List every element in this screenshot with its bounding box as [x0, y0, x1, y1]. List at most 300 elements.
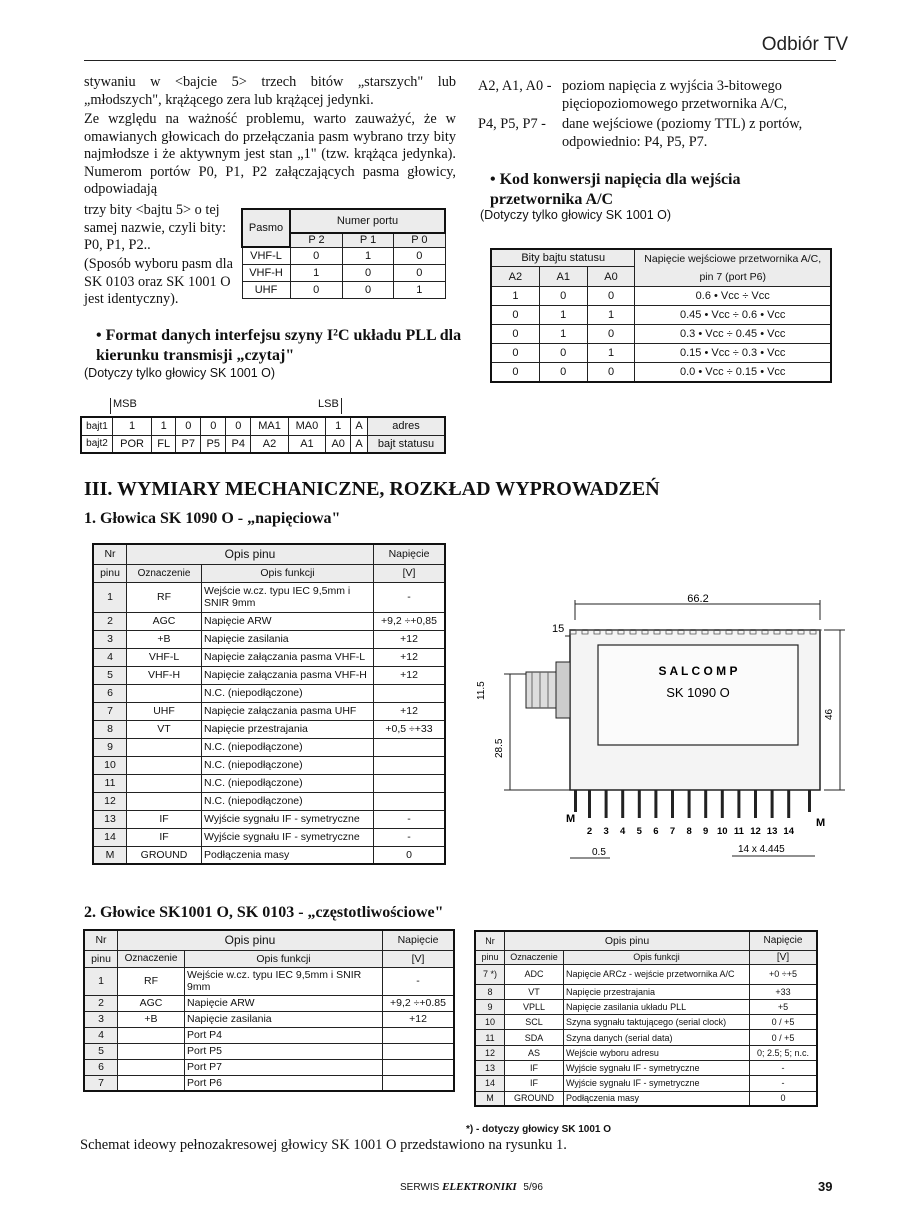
pin-number-label: 8	[686, 826, 692, 837]
pin-number: 5	[93, 666, 127, 684]
sk1001-left-table	[83, 929, 455, 1092]
band-cell: 0	[394, 264, 445, 281]
table-row	[475, 1091, 817, 1106]
i2c-table	[80, 416, 446, 454]
pin-symbol: ADC	[505, 964, 564, 984]
page-number: 39	[818, 1179, 833, 1194]
table-row	[475, 1060, 817, 1075]
i2c-cell: FL	[152, 435, 176, 453]
band-cell: VHF-H	[242, 264, 290, 281]
pin-function: Podłączenia masy	[202, 846, 374, 864]
pin-symbol: VHF-H	[127, 666, 202, 684]
pin-number: 7	[93, 702, 127, 720]
pin-function: Szyna danych (serial data)	[564, 1030, 750, 1045]
adc-note: (Dotyczy tylko głowicy SK 1001 O)	[480, 208, 672, 222]
pin-function: N.C. (niepodłączone)	[202, 774, 374, 792]
pin-symbol: SDA	[505, 1030, 564, 1045]
adc-header-voltage: Napięcie wejściowe przetwornika A/C, pin 7 (port P6)	[635, 249, 831, 287]
definition-a-term: A2, A1, A0 -	[478, 78, 552, 94]
pin-function: Wyjście sygnału IF - symetryczne	[202, 810, 374, 828]
section-header: Odbiór TV	[761, 34, 848, 55]
tuner-pin	[754, 790, 757, 818]
pin-voltage: -	[750, 1060, 818, 1075]
pin-symbol	[127, 774, 202, 792]
i2c-cell: 1	[113, 417, 152, 435]
pin-number: 11	[475, 1030, 505, 1045]
pin-voltage: -	[374, 582, 446, 612]
i2c-cell: 0	[176, 417, 201, 435]
table-row	[84, 995, 454, 1011]
pin-function: Port P4	[185, 1027, 383, 1043]
i2c-cell: A2	[251, 435, 288, 453]
tuner-pin	[787, 790, 790, 818]
pin-symbol	[118, 1059, 185, 1075]
table-row	[93, 846, 445, 864]
pin-function: Napięcie zasilania	[185, 1011, 383, 1027]
table-footnote: *) - dotyczy głowicy SK 1001 O	[466, 1124, 612, 1135]
pin-number: 8	[93, 720, 127, 738]
hdr-oznaczenie: Oznaczenie	[127, 564, 202, 582]
pin-function: Wyjście sygnału IF - symetryczne	[564, 1076, 750, 1091]
pin-number-label: 13	[766, 826, 778, 837]
pin-function: Wejście w.cz. typu IEC 9,5mm i SNIR 9mm	[185, 967, 383, 995]
pin-voltage: -	[750, 1076, 818, 1091]
pin-voltage: 0 / +5	[750, 1030, 818, 1045]
band-cell: 0	[342, 264, 393, 281]
hdr-opis-funkcji: Opis funkcji	[185, 950, 383, 967]
pin-voltage	[383, 1059, 455, 1075]
hdr-nr: Nr	[84, 930, 118, 950]
pin-symbol: IF	[505, 1060, 564, 1075]
table-row	[93, 738, 445, 756]
hdr-pinu: pinu	[475, 950, 505, 964]
pin-symbol	[118, 1043, 185, 1059]
table-row	[93, 648, 445, 666]
pin-number-labels	[587, 826, 795, 837]
dim-46-label: 46	[824, 708, 835, 720]
hdr-opis-pinu: Opis pinu	[118, 930, 383, 950]
table-row	[93, 720, 445, 738]
table-row	[84, 1059, 454, 1075]
adc-cell: 0	[491, 306, 539, 325]
table-row	[84, 1011, 454, 1027]
footer-mag-name: ELEKTRONIKI	[442, 1181, 517, 1193]
hdr-nr: Nr	[93, 544, 127, 564]
band-cell: 0	[290, 281, 342, 298]
dim-width-label: 66.2	[687, 593, 709, 605]
pin-function: Napięcie przestrajania	[202, 720, 374, 738]
subsection-1-title: 1. Głowica SK 1090 O - „napięciowa"	[84, 510, 341, 527]
table-row	[93, 774, 445, 792]
rf-connector	[526, 672, 556, 708]
pin-function: Napięcie zasilania	[202, 630, 374, 648]
pin-number: 12	[475, 1045, 505, 1060]
table-row	[93, 792, 445, 810]
i2c-cell: 0	[201, 417, 226, 435]
hdr-pinu: pinu	[84, 950, 118, 967]
table-row	[84, 1043, 454, 1059]
pin-number: 9	[93, 738, 127, 756]
i2c-desc: adres	[368, 417, 446, 435]
pin-number-label: 4	[620, 826, 626, 837]
adc-voltage: 0.6 • Vcc ÷ Vcc	[635, 287, 831, 306]
pin-function: N.C. (niepodłączone)	[202, 756, 374, 774]
pin-symbol	[127, 738, 202, 756]
definition-p-term: P4, P5, P7 -	[478, 116, 546, 132]
hdr-oznaczenie: Oznaczenie	[505, 950, 564, 964]
band-header-numer-portu: Numer portu	[290, 209, 445, 233]
adc-cell: 0	[491, 344, 539, 363]
pin-function: Port P7	[185, 1059, 383, 1075]
tuner-pin	[704, 790, 707, 818]
i2c-lsb-label: LSB	[318, 398, 342, 414]
adc-cell: 0	[539, 287, 587, 306]
hdr-opis-pinu: Opis pinu	[505, 931, 750, 950]
i2c-cell: A	[351, 417, 368, 435]
pin-number-label: 10	[717, 826, 728, 837]
table-row	[93, 756, 445, 774]
pin-number: 2	[93, 612, 127, 630]
table-row	[475, 1015, 817, 1030]
table-row	[93, 666, 445, 684]
pin-number: 7	[84, 1075, 118, 1091]
footer-mag-prefix: SERWIS	[400, 1182, 440, 1193]
pin-function: Napięcie ARW	[202, 612, 374, 630]
pin-voltage: +5	[750, 999, 818, 1014]
i2c-cell: P5	[201, 435, 226, 453]
pin-symbol	[118, 1075, 185, 1091]
pin-number: 13	[475, 1060, 505, 1075]
tuner-pin	[654, 790, 657, 818]
intro-paragraph-3: trzy bity <bajtu 5> o tej samej nazwie, czyli bity: P0, P1, P2..	[84, 202, 227, 254]
adc-voltage: 0.45 • Vcc ÷ 0.6 • Vcc	[635, 306, 831, 325]
pin-voltage: +9,2 ÷+0.85	[383, 995, 455, 1011]
pin-number: 6	[93, 684, 127, 702]
pin-function: Port P5	[185, 1043, 383, 1059]
pin-symbol	[118, 1027, 185, 1043]
pin-number: 10	[93, 756, 127, 774]
pin-number: 1	[84, 967, 118, 995]
pin-voltage	[383, 1027, 455, 1043]
pin-symbol: IF	[127, 828, 202, 846]
dim-28-5-label: 28.5	[494, 738, 505, 758]
pin-function: N.C. (niepodłączone)	[202, 792, 374, 810]
pin-function: Wyjście sygnału IF - symetryczne	[202, 828, 374, 846]
adc-cell: 0	[587, 325, 635, 344]
adc-voltage: 0.3 • Vcc ÷ 0.45 • Vcc	[635, 325, 831, 344]
pin-function: N.C. (niepodłączone)	[202, 684, 374, 702]
pin-symbol: SCL	[505, 1015, 564, 1030]
pin-voltage	[374, 684, 446, 702]
pin-function: Podłączenia masy	[564, 1091, 750, 1106]
pin-number: 7 *)	[475, 964, 505, 984]
hdr-napiecie: Napięcie	[750, 931, 818, 950]
pin-symbol: RF	[118, 967, 185, 995]
sk1090-pin-table	[92, 543, 446, 865]
i2c-desc: bajt statusu	[368, 435, 446, 453]
pin-number: M	[475, 1091, 505, 1106]
table-row	[475, 964, 817, 984]
hdr-opis-funkcji: Opis funkcji	[564, 950, 750, 964]
adc-table	[490, 248, 832, 383]
footer-issue: 5/96	[523, 1182, 543, 1193]
pin-symbol: VT	[127, 720, 202, 738]
adc-cell: 0	[491, 325, 539, 344]
i2c-cell: MA0	[288, 417, 325, 435]
pin-symbol: VPLL	[505, 999, 564, 1014]
adc-header-bits: Bity bajtu statusu	[491, 249, 635, 267]
band-cell: VHF-L	[242, 247, 290, 264]
i2c-msb-label: MSB	[110, 398, 137, 414]
pin-function: Napięcie ARW	[185, 995, 383, 1011]
pin-voltage: +12	[374, 648, 446, 666]
i2c-cell: 0	[226, 417, 251, 435]
pin-voltage: 0; 2.5; 5; n.c.	[750, 1045, 818, 1060]
pin-number: 13	[93, 810, 127, 828]
pin-number: 1	[93, 582, 127, 612]
pin-function: Wyjście sygnału IF - symetryczne	[564, 1060, 750, 1075]
table-row	[475, 999, 817, 1014]
adc-bit-a0: A0	[587, 267, 635, 287]
adc-bit-a1: A1	[539, 267, 587, 287]
table-row	[93, 684, 445, 702]
band-cell: UHF	[242, 281, 290, 298]
pin-function: Napięcie załączania pasma UHF	[202, 702, 374, 720]
pin-function: Szyna sygnału taktującego (serial clock)	[564, 1015, 750, 1030]
adc-cell: 0	[587, 363, 635, 382]
pin-voltage	[383, 1043, 455, 1059]
pin-voltage	[374, 756, 446, 774]
band-port-p0: P 0	[394, 233, 445, 247]
pin-number: 3	[84, 1011, 118, 1027]
table-row	[475, 984, 817, 999]
pin-symbol: AGC	[118, 995, 185, 1011]
pin-voltage: +12	[374, 666, 446, 684]
pin-symbol: +B	[118, 1011, 185, 1027]
i2c-cell: P7	[176, 435, 201, 453]
pin-number: 4	[84, 1027, 118, 1043]
table-row	[84, 1027, 454, 1043]
hdr-napiecie: Napięcie	[383, 930, 455, 950]
pin-symbol: IF	[127, 810, 202, 828]
section-3-title: III. WYMIARY MECHANICZNE, ROZKŁAD WYPROWADZEŃ	[84, 478, 660, 500]
tuner-pin	[688, 790, 691, 818]
i2c-row-label: bajt1	[81, 417, 113, 435]
adc-cell: 0	[587, 287, 635, 306]
pin-symbol	[127, 756, 202, 774]
pin-function: Napięcie ARCz - wejście przetwornika A/C	[564, 964, 750, 984]
adc-cell: 1	[539, 306, 587, 325]
pin-function: Port P6	[185, 1075, 383, 1091]
table-row	[93, 630, 445, 648]
pin-number: 10	[475, 1015, 505, 1030]
i2c-cell: POR	[113, 435, 152, 453]
pin-number-label: 5	[636, 826, 642, 837]
adc-cell: 1	[491, 287, 539, 306]
pin-function: Wejście wyboru adresu	[564, 1045, 750, 1060]
subsection-2-title: 2. Głowice SK1001 O, SK 0103 - „częstotliwościowe"	[84, 904, 444, 921]
i2c-note: (Dotyczy tylko głowicy SK 1001 O)	[84, 366, 276, 380]
pin-number: 3	[93, 630, 127, 648]
pin-symbol	[127, 684, 202, 702]
tuner-pin	[671, 790, 674, 818]
pin-voltage: 0	[374, 846, 446, 864]
pin-voltage: +33	[750, 984, 818, 999]
adc-cell: 0	[539, 363, 587, 382]
pin-voltage: -	[374, 828, 446, 846]
adc-bit-a2: A2	[491, 267, 539, 287]
pin-function: Napięcie załączania pasma VHF-H	[202, 666, 374, 684]
pin-symbol: UHF	[127, 702, 202, 720]
dim-15-label: 15	[552, 623, 565, 635]
hdr-nr: Nr	[475, 931, 505, 950]
pin-voltage	[383, 1075, 455, 1091]
i2c-row-label: bajt2	[81, 435, 113, 453]
footer-magazine	[400, 1181, 543, 1193]
i2c-cell: 1	[152, 417, 176, 435]
pin-number-label: 12	[750, 826, 761, 837]
ground-pin	[808, 790, 811, 812]
header-rule	[84, 60, 836, 61]
dim-11-5-label: 11.5	[476, 681, 487, 700]
pin-symbol	[127, 792, 202, 810]
pin-symbol: IF	[505, 1076, 564, 1091]
pin-m-left: M	[566, 813, 576, 825]
pin-voltage: +12	[374, 702, 446, 720]
pin-number: 6	[84, 1059, 118, 1075]
definition-a-text: poziom napięcia z wyjścia 3-bitowego pięciopoziomowego przetwornika A/C,	[562, 78, 788, 112]
band-cell: 0	[342, 281, 393, 298]
pin-function: Napięcie zasilania układu PLL	[564, 999, 750, 1014]
table-row	[93, 582, 445, 612]
band-cell: 1	[290, 264, 342, 281]
intro-paragraph-1: stywaniu w <bajcie 5> trzech bitów „starszych" lub „młodszych", krążącego zera lub krążącej jedynki.	[84, 74, 456, 108]
model-label: SK 1090 O	[666, 685, 730, 700]
pin-symbol: GROUND	[127, 846, 202, 864]
i2c-cell: A	[351, 435, 368, 453]
i2c-heading: • Format danych interfejsu szyny I²C układu PLL dla kierunku transmisji „czytaj"	[96, 327, 462, 364]
pin-number-label: 3	[603, 826, 609, 837]
pin-voltage: -	[383, 967, 455, 995]
pin-voltage: +9,2 ÷+0,85	[374, 612, 446, 630]
table-row	[475, 1030, 817, 1045]
hdr-opis-funkcji: Opis funkcji	[202, 564, 374, 582]
adc-cell: 1	[587, 306, 635, 325]
pin-symbol: +B	[127, 630, 202, 648]
tuner-pins	[574, 790, 811, 818]
tuner-pin	[605, 790, 608, 818]
i2c-cell: A0	[326, 435, 351, 453]
pin-voltage: +0 ÷+5	[750, 964, 818, 984]
ground-pin	[574, 790, 577, 812]
band-cell: 0	[394, 247, 445, 264]
adc-cell: 0	[491, 363, 539, 382]
adc-voltage: 0.15 • Vcc ÷ 0.3 • Vcc	[635, 344, 831, 363]
tuner-pin	[638, 790, 641, 818]
pin-number: 5	[84, 1043, 118, 1059]
dim-0-5-label: 0.5	[592, 847, 606, 858]
table-row	[84, 967, 454, 995]
tuner-pin	[737, 790, 740, 818]
table-row	[93, 810, 445, 828]
pin-number: 14	[93, 828, 127, 846]
tuner-pin	[621, 790, 624, 818]
pin-voltage: 0	[750, 1091, 818, 1106]
band-cell: 1	[342, 247, 393, 264]
pin-voltage: 0 / +5	[750, 1015, 818, 1030]
adc-cell: 1	[587, 344, 635, 363]
pin-number: 9	[475, 999, 505, 1014]
pin-number: 2	[84, 995, 118, 1011]
pin-symbol: AGC	[127, 612, 202, 630]
i2c-cell: 1	[326, 417, 351, 435]
sk1090-mechanical-drawing	[470, 590, 850, 865]
pin-symbol: RF	[127, 582, 202, 612]
table-row	[93, 828, 445, 846]
table-row	[84, 1075, 454, 1091]
definition-p-text: dane wejściowe (poziomy TTL) z portów, odpowiednio: P4, P5, P7.	[562, 116, 803, 150]
pin-number: 14	[475, 1076, 505, 1091]
adc-heading: • Kod konwersji napięcia dla wejścia przetwornika A/C	[490, 171, 741, 208]
pin-number: 4	[93, 648, 127, 666]
brand-label: S A L C O M P	[658, 664, 738, 678]
pin-voltage: +12	[374, 630, 446, 648]
adc-cell: 1	[539, 325, 587, 344]
hdr-opis-pinu: Opis pinu	[127, 544, 374, 564]
pin-number: 8	[475, 984, 505, 999]
band-header-pasmo: Pasmo	[242, 209, 290, 247]
adc-cell: 0	[539, 344, 587, 363]
hdr-unit: [V]	[383, 950, 455, 967]
tuner-pin	[771, 790, 774, 818]
pin-m-right: M	[816, 817, 826, 829]
closing-paragraph: Schemat ideowy pełnozakresowej głowicy SK 1001 O przedstawiono na rysunku 1.	[80, 1137, 567, 1153]
pin-symbol: GROUND	[505, 1091, 564, 1106]
pin-number-label: 7	[669, 826, 676, 837]
pin-voltage	[374, 774, 446, 792]
pin-number: 12	[93, 792, 127, 810]
pin-symbol: VT	[505, 984, 564, 999]
pin-symbol: AS	[505, 1045, 564, 1060]
table-row	[475, 1045, 817, 1060]
hdr-unit: [V]	[750, 950, 818, 964]
table-row	[475, 1076, 817, 1091]
intro-paragraph-4: (Sposób wyboru pasm dla SK 0103 oraz SK 1001 O jest identyczny).	[84, 256, 233, 308]
pin-number-label: 14	[783, 826, 794, 837]
pin-voltage: -	[374, 810, 446, 828]
band-cell: 0	[290, 247, 342, 264]
adc-voltage: 0.0 • Vcc ÷ 0.15 • Vcc	[635, 363, 831, 382]
table-row	[93, 702, 445, 720]
dim-pitch-label: 14 x 4.445	[738, 844, 785, 855]
pin-number: M	[93, 846, 127, 864]
intro-paragraph-2: Ze względu na ważność problemu, warto zauważyć, że w omawianych głowicach do przełączania pasm wybrano trzy bity najmłodsze i że aktywnym jest stan „1" (tzw. krążąca jedynka). Numerom portów P0, P1, P2 załączających pasma głowicy, odpowiadają	[84, 111, 456, 198]
hdr-napiecie: Napięcie	[374, 544, 446, 564]
pin-number-label: 9	[703, 826, 709, 837]
i2c-cell: MA1	[251, 417, 288, 435]
pin-function: Napięcie przestrajania	[564, 984, 750, 999]
pin-number-label: 2	[586, 826, 593, 837]
pin-number-label: 11	[733, 826, 744, 837]
band-port-p2: P 2	[290, 233, 342, 247]
sk1001-right-table	[474, 930, 818, 1107]
pin-function: Wejście w.cz. typu IEC 9,5mm i SNIR 9mm	[202, 582, 374, 612]
pin-voltage	[374, 738, 446, 756]
table-row	[93, 612, 445, 630]
pin-function: N.C. (niepodłączone)	[202, 738, 374, 756]
hdr-oznaczenie: Oznaczenie	[118, 950, 185, 967]
band-table	[241, 208, 446, 299]
